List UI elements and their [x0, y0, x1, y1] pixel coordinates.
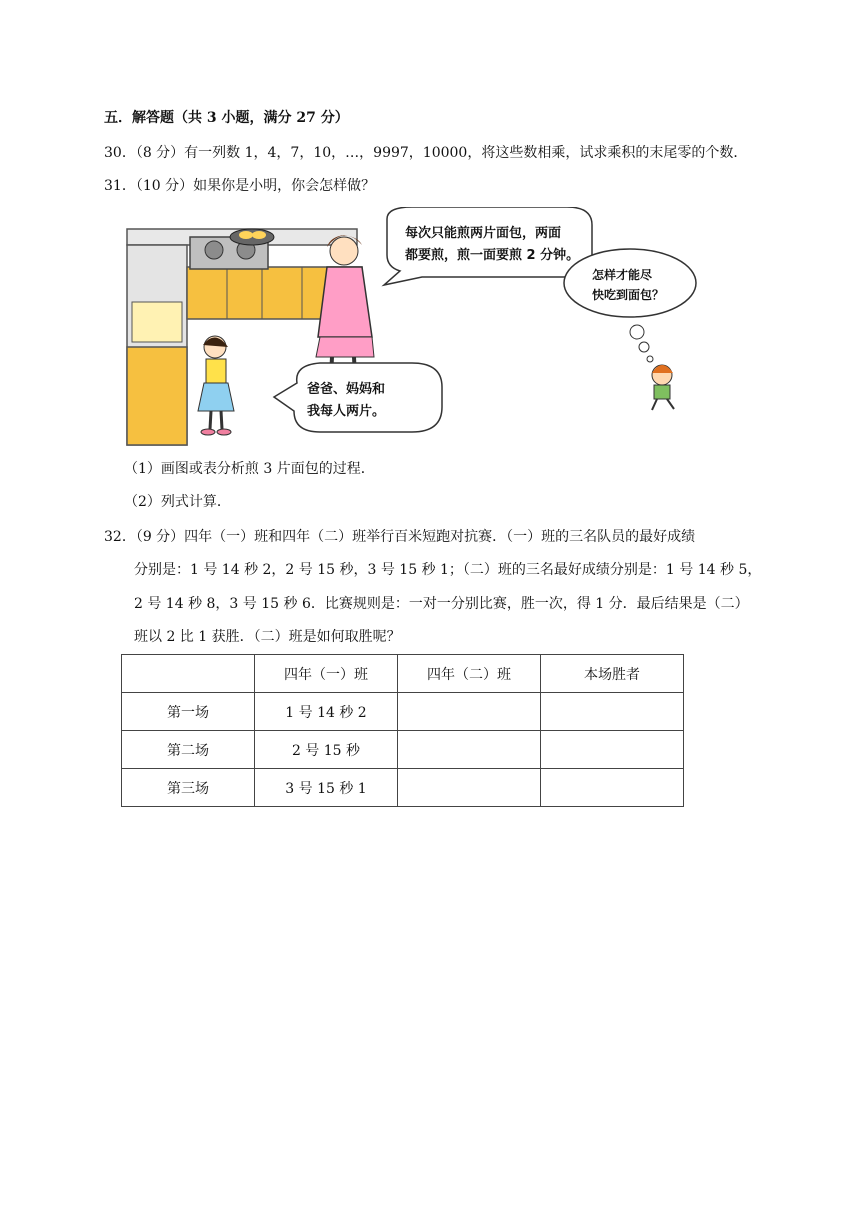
table-cell: [398, 693, 541, 731]
table-row: [122, 769, 684, 807]
question-30: 30．（8 分）有一列数 1，4，7，10，…，9997，10000，将这些数相乘，试求乘积的末尾零的个数．: [104, 145, 748, 161]
table-header-row: [122, 655, 684, 693]
question-32-line2: 分别是：1 号 14 秒 2，2 号 15 秒，3 号 15 秒 1；（二）班的三名最好成绩分别是：1 号 14 秒 5，: [134, 562, 762, 578]
header-cell: 四年（一）班: [255, 655, 398, 693]
header-cell: [122, 655, 255, 693]
table-cell: [541, 769, 684, 807]
question-32-line3: 2 号 14 秒 8，3 号 15 秒 6．比赛规则是：一对一分别比赛，胜一次，得 1 分．最后结果是（二）: [134, 596, 749, 612]
table-cell: 2 号 15 秒: [255, 731, 398, 769]
table-cell: [541, 693, 684, 731]
table-cell: 1 号 14 秒 2: [255, 693, 398, 731]
bubble-boy-line2: 快吃到面包？: [592, 288, 665, 302]
table-cell: 3 号 15 秒 1: [255, 769, 398, 807]
question-32-line1: 32．（9 分）四年（一）班和四年（二）班举行百米短跑对抗赛．（一）班的三名队员的最好成绩: [104, 529, 696, 545]
question-31: 31．（10 分）如果你是小明，你会怎样做？: [104, 178, 376, 194]
table-cell: [398, 731, 541, 769]
table-cell: 第一场: [122, 693, 255, 731]
bubble-mom-line1: 每次只能煎两片面包，两面: [405, 226, 562, 241]
kitchen-illustration: [122, 207, 704, 447]
race-results-table: [121, 654, 684, 807]
question-31-sub2: （2）列式计算．: [124, 494, 231, 510]
bubble-girl-line2: 我每人两片。: [307, 404, 386, 419]
header-cell: 本场胜者: [541, 655, 684, 693]
section-heading: 五．解答题（共 3 小题，满分 27 分）: [104, 110, 349, 126]
table-cell: [541, 731, 684, 769]
bubble-girl-line1: 爸爸、妈妈和: [307, 382, 386, 397]
question-32-line4: 班以 2 比 1 获胜．（二）班是如何取胜呢？: [134, 629, 401, 645]
header-cell: 四年（二）班: [398, 655, 541, 693]
table-row: [122, 731, 684, 769]
bubble-mom-line2: 都要煎，煎一面要煎 2 分钟。: [405, 248, 580, 263]
table-cell: 第二场: [122, 731, 255, 769]
question-31-sub1: （1）画图或表分析煎 3 片面包的过程．: [124, 461, 375, 477]
bubble-boy-line1: 怎样才能尽: [592, 268, 653, 282]
table-cell: 第三场: [122, 769, 255, 807]
table-cell: [398, 769, 541, 807]
table-row: [122, 693, 684, 731]
